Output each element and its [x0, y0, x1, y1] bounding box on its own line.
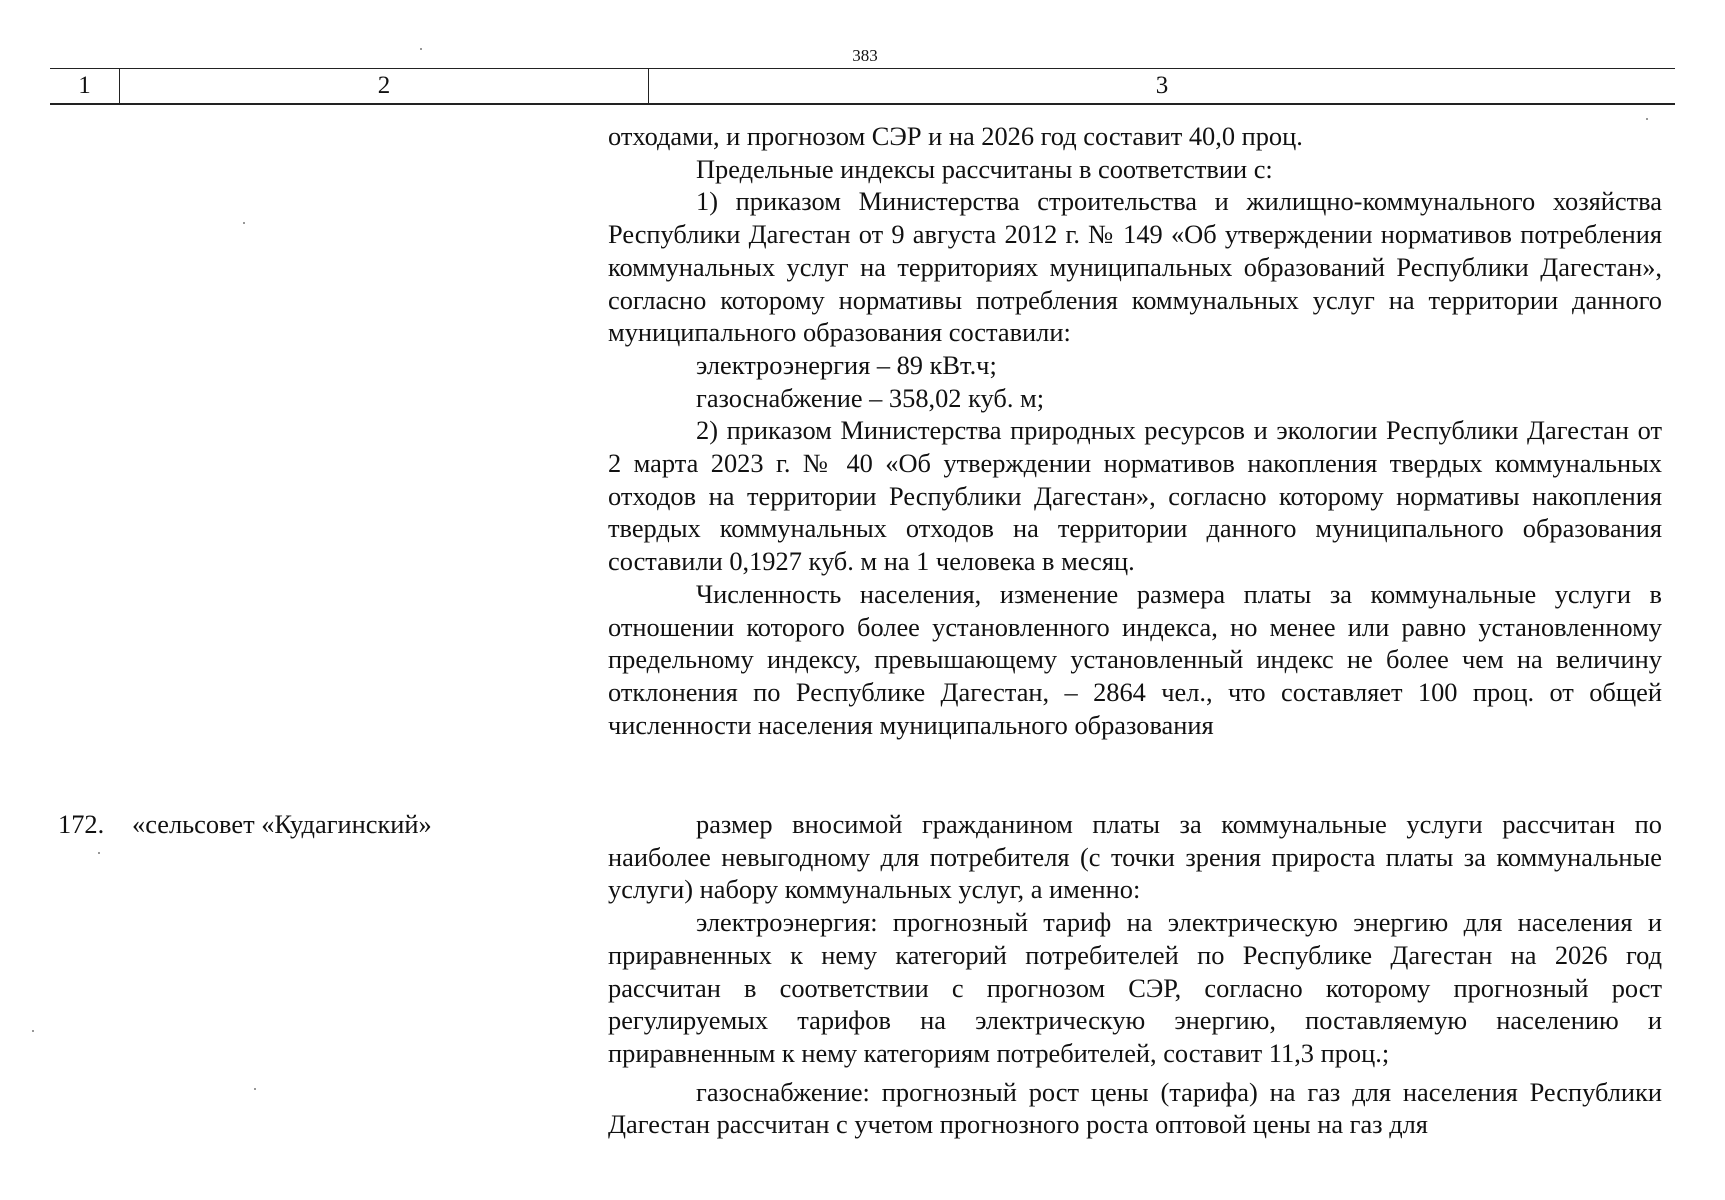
paragraph: электроэнергия: прогнозный тариф на электрическую энергию для населения и приравненных к нему категорий потребителей по Республике Дагестан на 2026 год рассчитан в соответствии с прогнозом СЭР, согласно которому прогнозный рост регулируемых тарифов на электрическую энергию, поставляемую населению и приравненным к нему категориям потребителей, составит 11,3 проц.;	[608, 907, 1662, 1068]
paragraph: Численность населения, изменение размера платы за коммунальные услуги в отношении которого более установленного индекса, но менее или равно установленному предельному индексу, превышающему установленный индекс не более чем на величину отклонения по Республике Дагестан, – 2864 чел., что составляет 100 проц. от общей численности населения муниципального образования	[608, 578, 1662, 740]
page-number: 383	[852, 46, 878, 65]
entry-text-block	[608, 808, 1662, 1141]
paragraph: газоснабжение – 358,02 куб. м;	[696, 382, 1045, 413]
scan-speck	[243, 222, 245, 224]
paragraph: электроэнергия – 89 кВт.ч;	[696, 349, 997, 380]
scan-speck	[420, 48, 422, 50]
table-header-row	[50, 68, 1675, 105]
scan-speck	[254, 1088, 256, 1090]
entry-number: 172.	[58, 809, 105, 839]
paragraph: газоснабжение: прогнозный рост цены (тарифа) на газ для населения Республики Дагестан рассчитан с учетом прогнозного роста оптовой цены на газ для	[608, 1076, 1662, 1140]
column-header-1: 1	[50, 69, 120, 103]
scan-speck	[32, 1030, 34, 1032]
column-header-2: 2	[120, 69, 649, 103]
paragraph: Предельные индексы рассчитаны в соответствии с:	[696, 153, 1273, 184]
continued-text-block	[608, 120, 1662, 741]
paragraph: отходами, и прогнозом СЭР и на 2026 год составит 40,0 проц.	[608, 121, 1303, 151]
paragraph: 2) приказом Министерства природных ресурсов и экологии Республики Дагестан от 2 марта 2023 г. № 40 «Об утверждении нормативов накопления твердых коммунальных отходов на территории Республики Дагестан», согласно которому нормативы накопления твердых коммунальных отходов на территории данного муниципального образования составили 0,1927 куб. м на 1 человека в месяц.	[608, 415, 1662, 577]
scan-speck	[1646, 118, 1648, 120]
scan-speck	[98, 852, 100, 854]
municipality-name: «сельсовет «Кудагинский»	[132, 809, 432, 839]
paragraph: 1) приказом Министерства строительства и жилищно-коммунального хозяйства Республики Дагестан от 9 августа 2012 г. № 149 «Об утверждении нормативов потребления коммунальных услуг на территориях муниципальных образований Республики Дагестан», согласно которому нормативы потребления коммунальных услуг на территории данного муниципального образования составили:	[608, 186, 1662, 348]
column-header-3: 3	[1155, 72, 1169, 99]
paragraph: размер вносимой гражданином платы за коммунальные услуги рассчитан по наиболее невыгодному для потребителя (с точки зрения прироста платы за коммунальные услуги) набору коммунальных услуг, а именно:	[608, 809, 1662, 905]
